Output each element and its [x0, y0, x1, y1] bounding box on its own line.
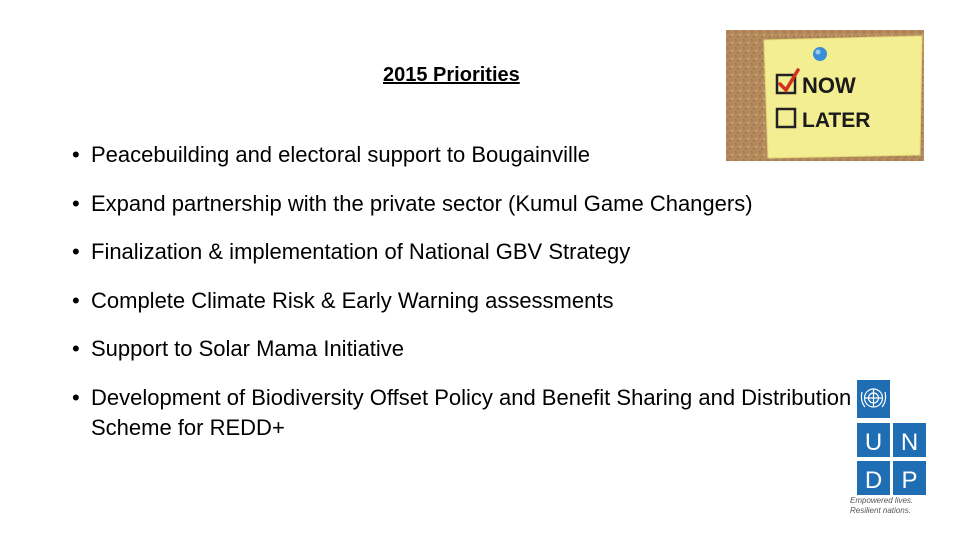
now-later-photo — [726, 30, 924, 161]
note-later-text: LATER — [802, 109, 871, 132]
logo-tagline-line2: Resilient nations. — [850, 506, 911, 515]
list-item — [72, 286, 872, 316]
bullet-icon: • — [72, 287, 80, 313]
list-item-text: Support to Solar Mama Initiative — [91, 336, 405, 361]
list-item-text: Development of Biodiversity Offset Policy and Benefit Sharing and Distribution Scheme for REDD+ — [91, 384, 852, 440]
undp-logo — [846, 376, 928, 516]
logo-letter-p: P — [901, 467, 918, 494]
list-item-text: Peacebuilding and electoral support to Bougainville — [91, 142, 591, 167]
logo-letter-d: D — [864, 467, 883, 494]
list-item — [72, 334, 872, 364]
slide-title: 2015 Priorities — [383, 64, 520, 86]
list-item-text: Expand partnership with the private sector (Kumul Game Changers) — [91, 190, 753, 216]
priorities-list — [72, 140, 872, 461]
list-item — [72, 383, 872, 443]
bullet-icon: • — [72, 239, 80, 264]
note-now-text: NOW — [802, 73, 856, 98]
logo-letter-u: U — [864, 429, 883, 456]
pin-icon — [813, 47, 827, 61]
bullet-icon: • — [72, 142, 80, 167]
logo-tagline-line1: Empowered lives. — [850, 496, 914, 505]
logo-letter-n: N — [900, 429, 919, 456]
bullet-icon: • — [72, 336, 80, 361]
bullet-icon: • — [72, 384, 80, 410]
list-item — [72, 189, 872, 219]
list-item-text: Complete Climate Risk & Early Warning assessments — [91, 287, 614, 313]
list-item-text: Finalization & implementation of National GBV Strategy — [91, 239, 631, 264]
list-item — [72, 237, 872, 267]
bullet-icon: • — [72, 190, 80, 216]
